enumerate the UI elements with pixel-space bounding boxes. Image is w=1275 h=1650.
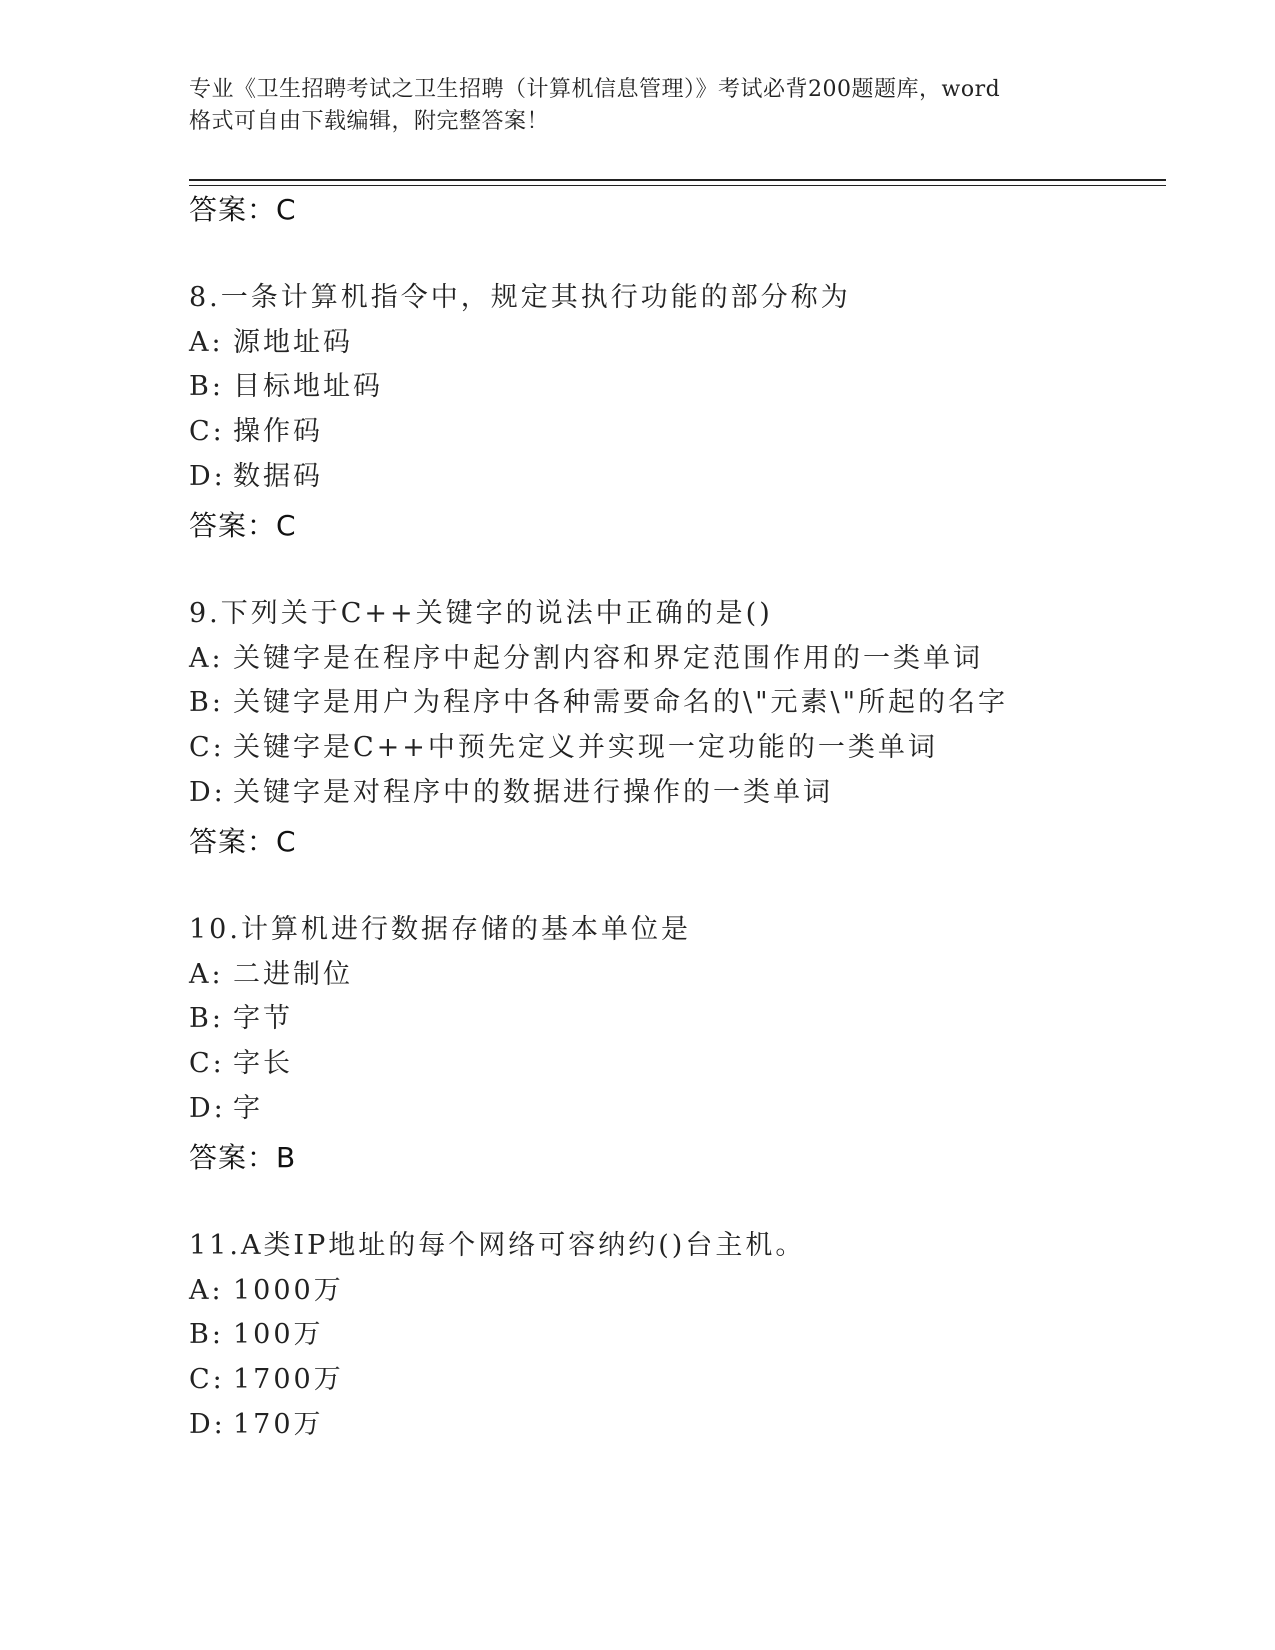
header-line-2: 格式可自由下载编辑，附完整答案！ bbox=[189, 109, 550, 134]
answer-line: 答案：C bbox=[189, 825, 297, 858]
option-a bbox=[189, 1268, 344, 1307]
option-text: 字节 bbox=[233, 1003, 293, 1034]
option-label: D: bbox=[189, 1093, 226, 1124]
option-label: D: bbox=[189, 777, 226, 808]
option-label: D: bbox=[189, 461, 226, 492]
option-label: A: bbox=[189, 959, 224, 990]
question-stem: 9.下列关于C++关键字的说法中正确的是() bbox=[189, 598, 773, 629]
option-d bbox=[189, 454, 323, 493]
option-b bbox=[189, 1312, 324, 1351]
document-header bbox=[189, 74, 1089, 138]
option-c bbox=[189, 1041, 293, 1080]
option-b bbox=[189, 680, 1008, 719]
option-label: B: bbox=[189, 1003, 224, 1034]
question-stem: 10.计算机进行数据存储的基本单位是 bbox=[189, 914, 691, 945]
option-label: C: bbox=[189, 1364, 225, 1395]
option-d bbox=[189, 1402, 324, 1441]
option-text: 操作码 bbox=[233, 416, 323, 447]
option-label: B: bbox=[189, 371, 224, 402]
option-text: 170万 bbox=[233, 1409, 324, 1440]
option-a bbox=[189, 636, 983, 675]
answer-line: 答案：C bbox=[189, 509, 297, 542]
option-label: B: bbox=[189, 687, 224, 718]
answer-line: 答案：B bbox=[189, 1141, 297, 1174]
option-text: 关键字是在程序中起分割内容和界定范围作用的一类单词 bbox=[233, 643, 983, 674]
question-stem: 11.A类IP地址的每个网络可容纳约()台主机。 bbox=[189, 1230, 806, 1261]
option-text: 字 bbox=[233, 1093, 263, 1124]
header-rule-thick bbox=[189, 179, 1166, 181]
option-label: C: bbox=[189, 1048, 225, 1079]
question-stem: 8.一条计算机指令中，规定其执行功能的部分称为 bbox=[189, 282, 851, 313]
option-b bbox=[189, 364, 383, 403]
option-text: 关键字是C++中预先定义并实现一定功能的一类单词 bbox=[233, 732, 938, 763]
option-label: C: bbox=[189, 416, 225, 447]
option-label: A: bbox=[189, 327, 224, 358]
option-text: 关键字是用户为程序中各种需要命名的\"元素\"所起的名字 bbox=[233, 687, 1009, 718]
header-rule-thin bbox=[189, 185, 1166, 186]
option-a bbox=[189, 952, 353, 991]
header-line-1: 专业《卫生招聘考试之卫生招聘（计算机信息管理）》考试必背200题题库，word bbox=[189, 77, 1001, 102]
option-c bbox=[189, 1357, 344, 1396]
option-label: A: bbox=[189, 1275, 224, 1306]
option-text: 1000万 bbox=[233, 1275, 344, 1306]
answer-line: 答案：C bbox=[189, 193, 297, 226]
option-c bbox=[189, 725, 938, 764]
option-d bbox=[189, 770, 833, 809]
option-label: D: bbox=[189, 1409, 226, 1440]
option-text: 100万 bbox=[233, 1319, 324, 1350]
option-text: 关键字是对程序中的数据进行操作的一类单词 bbox=[233, 777, 833, 808]
option-text: 源地址码 bbox=[233, 327, 353, 358]
option-text: 1700万 bbox=[233, 1364, 344, 1395]
option-c bbox=[189, 409, 323, 448]
option-text: 二进制位 bbox=[233, 959, 353, 990]
option-text: 数据码 bbox=[233, 461, 323, 492]
option-d bbox=[189, 1086, 263, 1125]
option-b bbox=[189, 996, 293, 1035]
option-text: 目标地址码 bbox=[233, 371, 383, 402]
option-label: B: bbox=[189, 1319, 224, 1350]
option-label: C: bbox=[189, 732, 225, 763]
option-a bbox=[189, 320, 353, 359]
option-label: A: bbox=[189, 643, 224, 674]
option-text: 字长 bbox=[233, 1048, 293, 1079]
